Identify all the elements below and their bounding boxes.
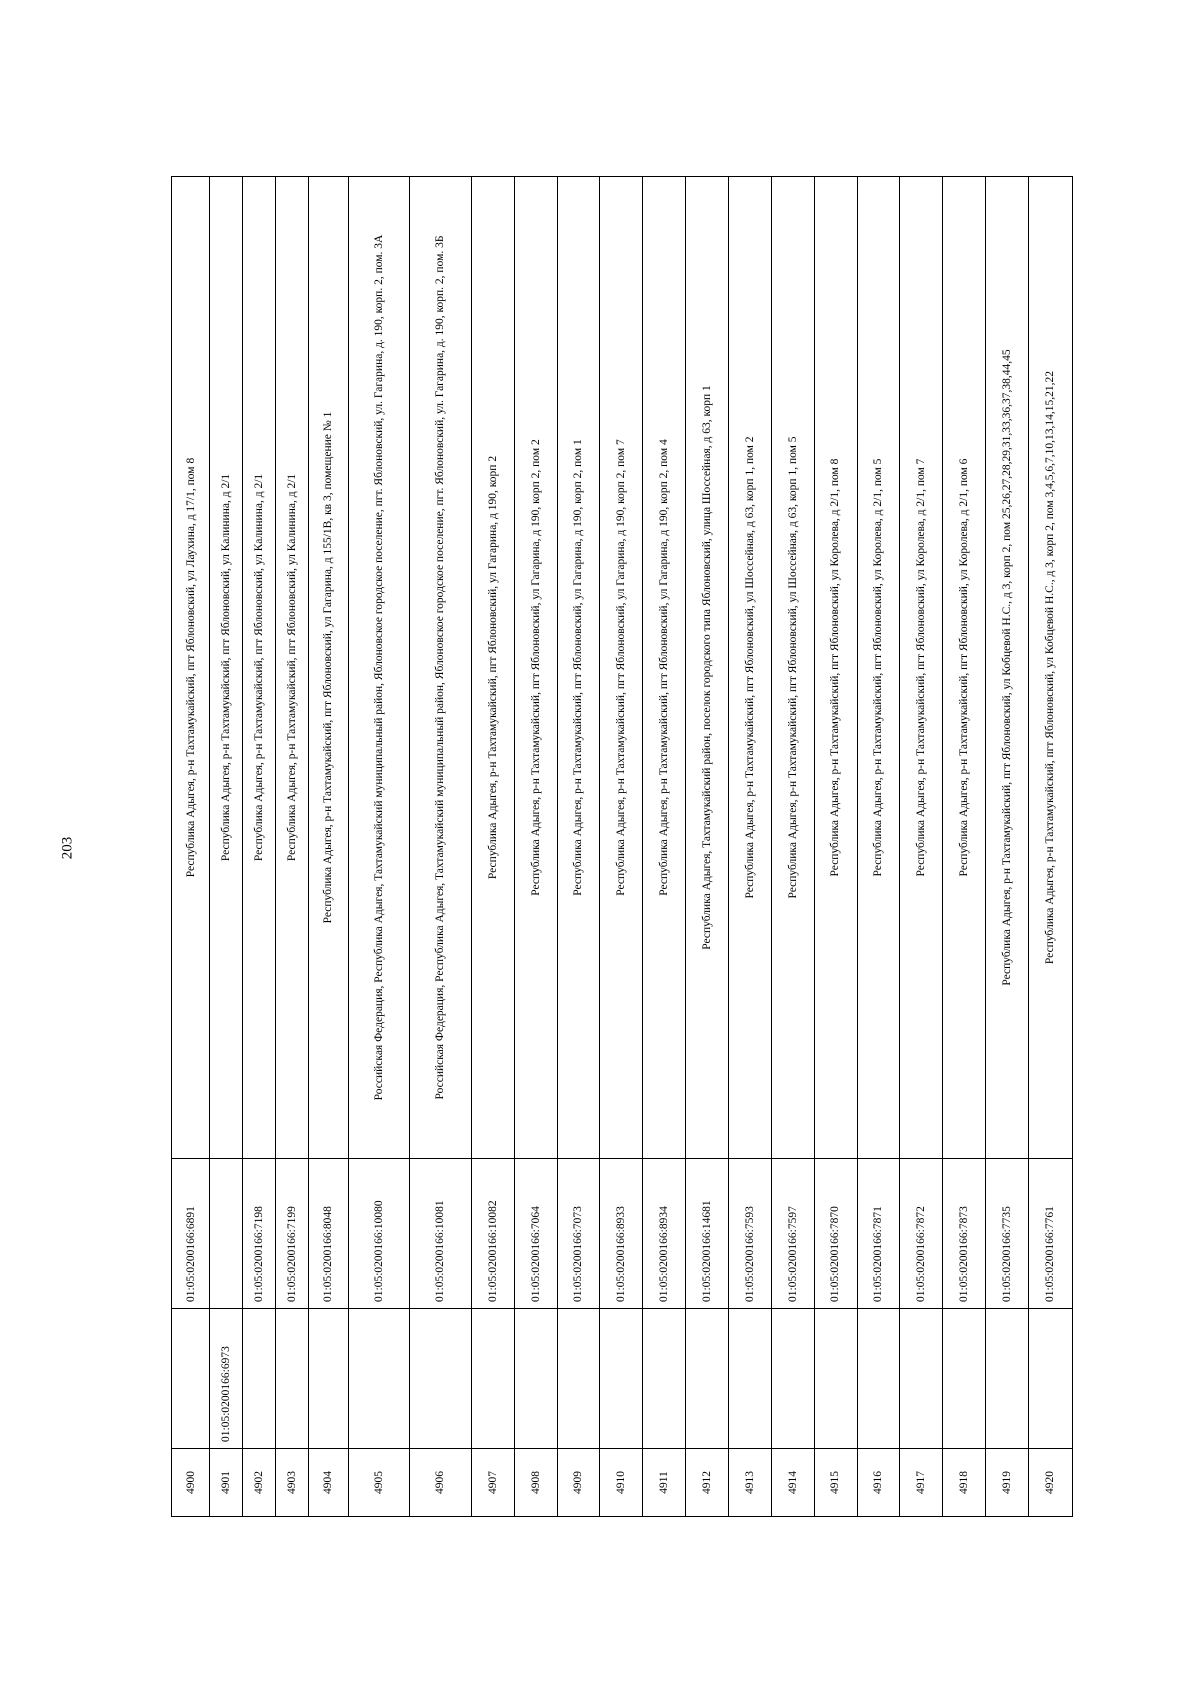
cadastral-number-cell: 01:05:0200166:8048: [309, 1159, 349, 1309]
cadastral-number-cell: 01:05:0200166:7593: [728, 1159, 771, 1309]
cadastral-number-cell: [771, 1309, 814, 1449]
table-row: [900, 177, 943, 1517]
table-row: [276, 177, 309, 1517]
cadastral-number-cell: 01:05:0200166:10080: [348, 1159, 410, 1309]
table-row: [471, 177, 514, 1517]
table-row: [771, 177, 814, 1517]
cadastral-number-cell: 01:05:0200166:7073: [557, 1159, 600, 1309]
address-cell: Республика Адыгея, р-н Тахтамукайский, пгт Яблоновский, ул Гагарина, д 190, корп 2: [471, 177, 514, 1159]
address-cell: Республика Адыгея, р-н Тахтамукайский, пгт Яблоновский, ул Кобцевой Н.С., д 3, корп 2, пом 3,4,5,6,7,10,13,14,15,21,22: [1028, 177, 1072, 1159]
table-container: [171, 177, 1073, 1517]
table-row: [243, 177, 276, 1517]
address-cell: Республика Адыгея, р-н Тахтамукайский, пгт Яблоновский, ул Королева, д 2/1, пом 8: [814, 177, 857, 1159]
table-row: [728, 177, 771, 1517]
cadastral-number-cell: [557, 1309, 600, 1449]
cadastral-number-cell: 01:05:0200166:7064: [514, 1159, 557, 1309]
cadastral-number-cell: 01:05:0200166:7199: [276, 1159, 309, 1309]
address-cell: Российская Федерация, Республика Адыгея, Тахтамукайский муниципальный район, Яблоновское городское поселение, пгт. Яблоновский, ул. Гагарина, д. 190, корп. 2, пом. 3Б: [410, 177, 472, 1159]
row-number-cell: 4908: [514, 1449, 557, 1517]
table-row: [814, 177, 857, 1517]
cadastral-number-cell: [857, 1309, 900, 1449]
address-cell: Республика Адыгея, р-н Тахтамукайский, пгт Яблоновский, ул Калинина, д 2/1: [210, 177, 243, 1159]
cadastral-number-cell: 01:05:0200166:7761: [1028, 1159, 1072, 1309]
cadastral-number-cell: [410, 1309, 472, 1449]
table-row: [172, 177, 210, 1517]
cadastral-number-cell: 01:05:0200166:7597: [771, 1159, 814, 1309]
address-cell: Республика Адыгея, р-н Тахтамукайский, пгт Яблоновский, ул Калинина, д 2/1: [243, 177, 276, 1159]
cadastral-number-cell: [814, 1309, 857, 1449]
cadastral-number-cell: [210, 1159, 243, 1309]
cadastral-number-cell: [900, 1309, 943, 1449]
table-row: [857, 177, 900, 1517]
row-number-cell: 4909: [557, 1449, 600, 1517]
cadastral-number-cell: [1028, 1309, 1072, 1449]
row-number-cell: 4903: [276, 1449, 309, 1517]
row-number-cell: 4913: [728, 1449, 771, 1517]
cadastral-number-cell: 01:05:0200166:8933: [600, 1159, 643, 1309]
cadastral-number-cell: 01:05:0200166:7871: [857, 1159, 900, 1309]
row-number-cell: 4914: [771, 1449, 814, 1517]
cadastral-number-cell: [643, 1309, 686, 1449]
table-row: [557, 177, 600, 1517]
cadastral-number-cell: [348, 1309, 410, 1449]
cadastral-number-cell: 01:05:0200166:10082: [471, 1159, 514, 1309]
table-row: [643, 177, 686, 1517]
cadastral-number-cell: 01:05:0200166:14681: [686, 1159, 729, 1309]
cadastral-number-cell: 01:05:0200166:6891: [172, 1159, 210, 1309]
row-number-cell: 4918: [943, 1449, 986, 1517]
table-row: [686, 177, 729, 1517]
address-cell: Республика Адыгея, р-н Тахтамукайский, пгт Яблоновский, ул Калинина, д 2/1: [276, 177, 309, 1159]
cadastral-number-cell: [943, 1309, 986, 1449]
cadastral-table: [171, 176, 1073, 1517]
cadastral-number-cell: [309, 1309, 349, 1449]
row-number-cell: 4911: [643, 1449, 686, 1517]
cadastral-number-cell: 01:05:0200166:7735: [986, 1159, 1029, 1309]
cadastral-number-cell: 01:05:0200166:8934: [643, 1159, 686, 1309]
table-row: [986, 177, 1029, 1517]
row-number-cell: 4904: [309, 1449, 349, 1517]
row-number-cell: 4905: [348, 1449, 410, 1517]
row-number-cell: 4919: [986, 1449, 1029, 1517]
table-row: [600, 177, 643, 1517]
row-number-cell: 4916: [857, 1449, 900, 1517]
address-cell: Республика Адыгея, Тахтамукайский район, поселок городского типа Яблоновский, улица Шоссейная, д 63, корп 1: [686, 177, 729, 1159]
address-cell: Республика Адыгея, р-н Тахтамукайский, пгт Яблоновский, ул Гагарина, д 190, корп 2, пом 1: [557, 177, 600, 1159]
cadastral-number-cell: [686, 1309, 729, 1449]
row-number-cell: 4912: [686, 1449, 729, 1517]
cadastral-number-cell: 01:05:0200166:10081: [410, 1159, 472, 1309]
address-cell: Республика Адыгея, р-н Тахтамукайский, пгт Яблоновский, ул Гагарина, д 155/1В, кв 3, помещение № 1: [309, 177, 349, 1159]
table-row: [309, 177, 349, 1517]
row-number-cell: 4906: [410, 1449, 472, 1517]
cadastral-number-cell: [243, 1309, 276, 1449]
table-row: [410, 177, 472, 1517]
address-cell: Республика Адыгея, р-н Тахтамукайский, пгт Яблоновский, ул Лаухина, д 17/1, пом 8: [172, 177, 210, 1159]
cadastral-number-cell: [471, 1309, 514, 1449]
address-cell: Республика Адыгея, р-н Тахтамукайский, пгт Яблоновский, ул Гагарина, д 190, корп 2, пом 2: [514, 177, 557, 1159]
cadastral-number-cell: [986, 1309, 1029, 1449]
cadastral-number-cell: [514, 1309, 557, 1449]
address-cell: Республика Адыгея, р-н Тахтамукайский, пгт Яблоновский, ул Королева, д 2/1, пом 7: [900, 177, 943, 1159]
row-number-cell: 4917: [900, 1449, 943, 1517]
address-cell: Республика Адыгея, р-н Тахтамукайский, пгт Яблоновский, ул Гагарина, д 190, корп 2, пом 4: [643, 177, 686, 1159]
cadastral-number-cell: [276, 1309, 309, 1449]
table-row: [1028, 177, 1072, 1517]
address-cell: Республика Адыгея, р-н Тахтамукайский, пгт Яблоновский, ул Королева, д 2/1, пом 6: [943, 177, 986, 1159]
row-number-cell: 4902: [243, 1449, 276, 1517]
cadastral-number-cell: 01:05:0200166:7873: [943, 1159, 986, 1309]
cadastral-number-cell: 01:05:0200166:7870: [814, 1159, 857, 1309]
row-number-cell: 4915: [814, 1449, 857, 1517]
address-cell: Российская Федерация, Республика Адыгея, Тахтамукайский муниципальный район, Яблоновское городское поселение, пгт. Яблоновский, ул. Гагарина, д. 190, корп. 2, пом. 3А: [348, 177, 410, 1159]
address-cell: Республика Адыгея, р-н Тахтамукайский, пгт Яблоновский, ул Кобцевой Н.С., д 3, корп 2, пом 25,26,27,28,29,31,33,36,37,38,44,45: [986, 177, 1029, 1159]
page-number: 203: [59, 836, 76, 860]
table-body: [172, 177, 1073, 1517]
table-row: [210, 177, 243, 1517]
table-row: [514, 177, 557, 1517]
table-row: [348, 177, 410, 1517]
cadastral-number-cell: 01:05:0200166:6973: [210, 1309, 243, 1449]
address-cell: Республика Адыгея, р-н Тахтамукайский, пгт Яблоновский, ул Королева, д 2/1, пом 5: [857, 177, 900, 1159]
address-cell: Республика Адыгея, р-н Тахтамукайский, пгт Яблоновский, ул Гагарина, д 190, корп 2, пом 7: [600, 177, 643, 1159]
cadastral-number-cell: [728, 1309, 771, 1449]
address-cell: Республика Адыгея, р-н Тахтамукайский, пгт Яблоновский, ул Шоссейная, д 63, корп 1, пом 2: [728, 177, 771, 1159]
table-row: [943, 177, 986, 1517]
row-number-cell: 4907: [471, 1449, 514, 1517]
row-number-cell: 4920: [1028, 1449, 1072, 1517]
row-number-cell: 4900: [172, 1449, 210, 1517]
cadastral-number-cell: 01:05:0200166:7198: [243, 1159, 276, 1309]
cadastral-number-cell: [600, 1309, 643, 1449]
row-number-cell: 4910: [600, 1449, 643, 1517]
cadastral-number-cell: [172, 1309, 210, 1449]
row-number-cell: 4901: [210, 1449, 243, 1517]
address-cell: Республика Адыгея, р-н Тахтамукайский, пгт Яблоновский, ул Шоссейная, д 63, корп 1, пом 5: [771, 177, 814, 1159]
cadastral-number-cell: 01:05:0200166:7872: [900, 1159, 943, 1309]
